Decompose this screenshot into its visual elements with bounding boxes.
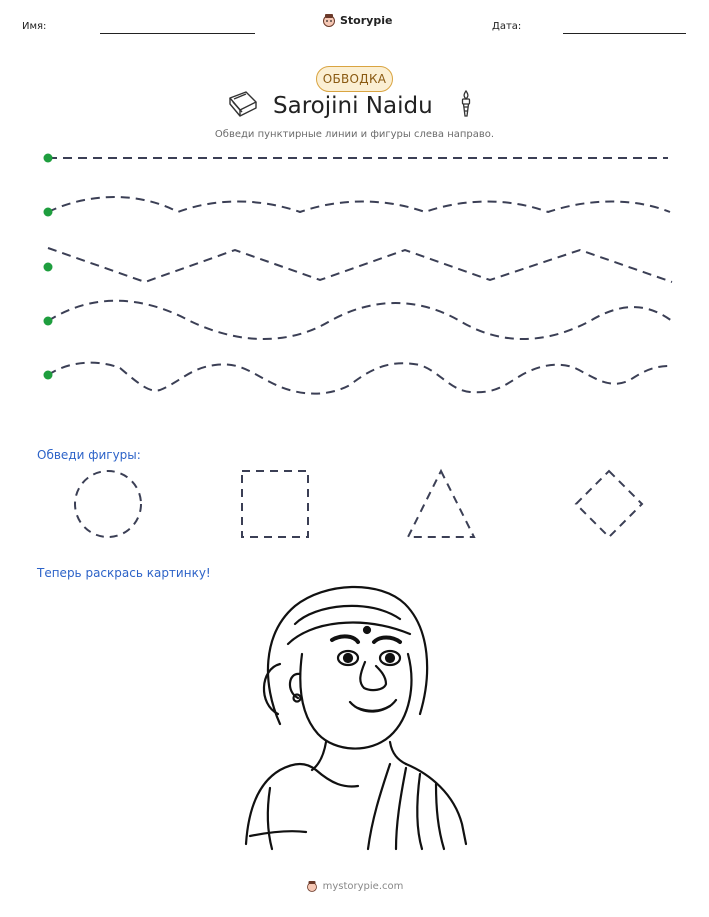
tracing-shapes[interactable] — [0, 465, 709, 545]
brand-logo — [322, 13, 392, 27]
storypie-logo-icon — [306, 880, 318, 892]
name-field-line[interactable] — [100, 33, 255, 34]
start-dot-5 — [44, 371, 53, 380]
trace-line-zigzag — [48, 248, 672, 282]
trace-diamond — [576, 471, 642, 537]
trace-line-wave-1 — [48, 197, 670, 212]
instructions-text: Обведи пунктирные линии и фигуры слева направо. — [214, 129, 495, 140]
trace-circle — [75, 471, 141, 537]
footer-url[interactable]: mystorypie.com — [322, 880, 404, 892]
shapes-heading: Обведи фигуры: — [37, 448, 141, 462]
storypie-logo-icon — [322, 13, 336, 27]
start-dot-1 — [44, 154, 53, 163]
torch-icon — [459, 90, 473, 120]
page-title: Sarojini Naidu — [273, 93, 433, 119]
coloring-illustration[interactable] — [240, 574, 470, 854]
trace-triangle — [408, 471, 474, 537]
trace-square — [242, 471, 308, 537]
date-field-line[interactable] — [563, 33, 686, 34]
start-dot-4 — [44, 317, 53, 326]
start-dot-3 — [44, 263, 53, 272]
brand-name: Storypie — [340, 13, 393, 27]
coloring-heading: Теперь раскрась картинку! — [37, 566, 211, 580]
tracing-badge: ОБВОДКА — [316, 66, 393, 92]
tracing-lines[interactable] — [0, 140, 709, 420]
date-label: Дата: — [492, 21, 522, 32]
footer — [0, 880, 709, 892]
trace-line-wave-3 — [48, 363, 670, 394]
start-dot-2 — [44, 208, 53, 217]
trace-line-wave-2 — [48, 301, 672, 339]
name-label: Имя: — [22, 21, 47, 32]
book-icon — [226, 90, 260, 120]
